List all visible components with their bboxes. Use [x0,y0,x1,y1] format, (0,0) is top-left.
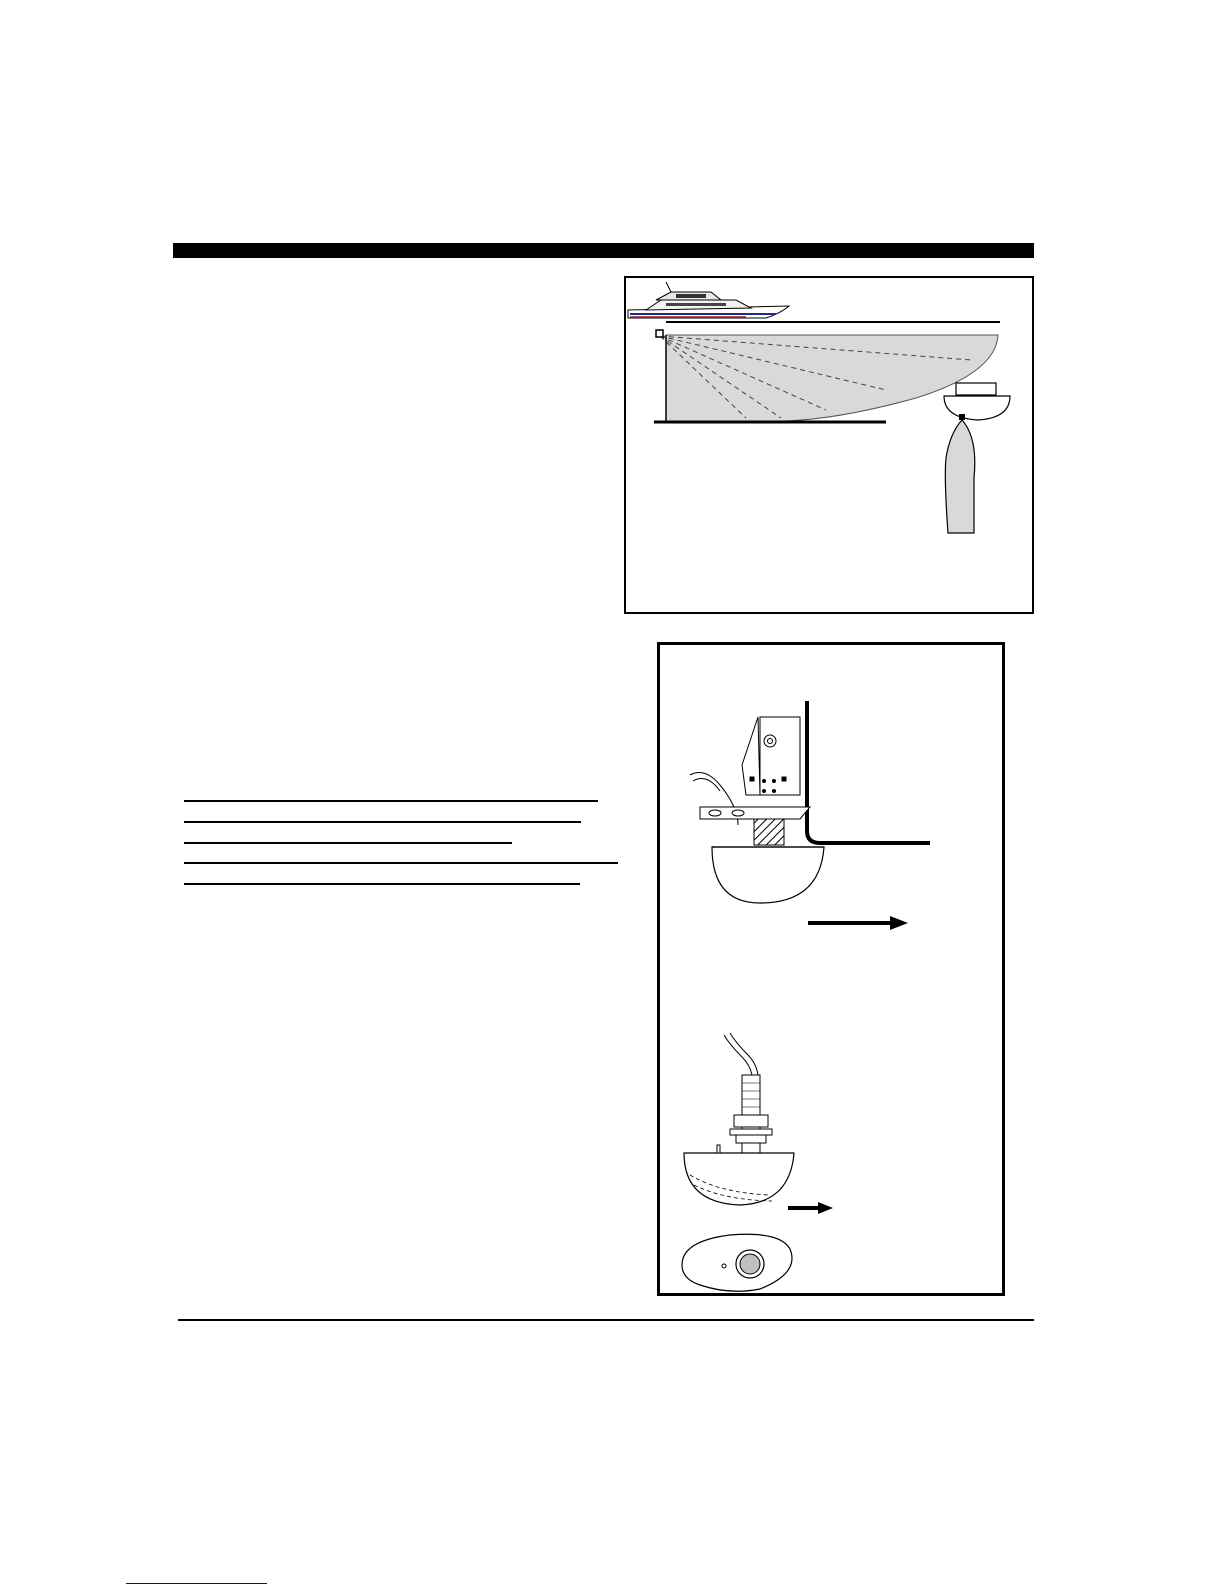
text-rule-1 [184,800,598,802]
boat-icon [628,282,789,318]
transducer-mounting-illustration [660,645,1002,1293]
sonar-beam-figure [624,276,1034,614]
thru-hull-transducer [684,1033,794,1205]
shim-block [754,819,784,845]
slotted-plate [700,807,810,819]
text-rule-2 [184,821,581,823]
footer-rule [178,1319,1034,1321]
direction-arrow-1 [808,916,908,930]
transducer-bottom-view [682,1234,792,1291]
direction-arrow-2 [788,1202,833,1214]
text-rule-5 [184,883,580,885]
section-header-bar [173,243,1034,258]
text-rule-3 [184,842,512,844]
transducer-side-icon [944,383,1010,533]
transom-bracket [742,717,800,795]
transducer-mounting-figure [657,642,1005,1296]
text-rule-4 [184,862,618,864]
hull-transom-line [807,701,930,843]
transom-transducer-body [712,847,824,903]
sonar-beam-illustration [626,278,1036,616]
transducer-marker [656,330,663,337]
